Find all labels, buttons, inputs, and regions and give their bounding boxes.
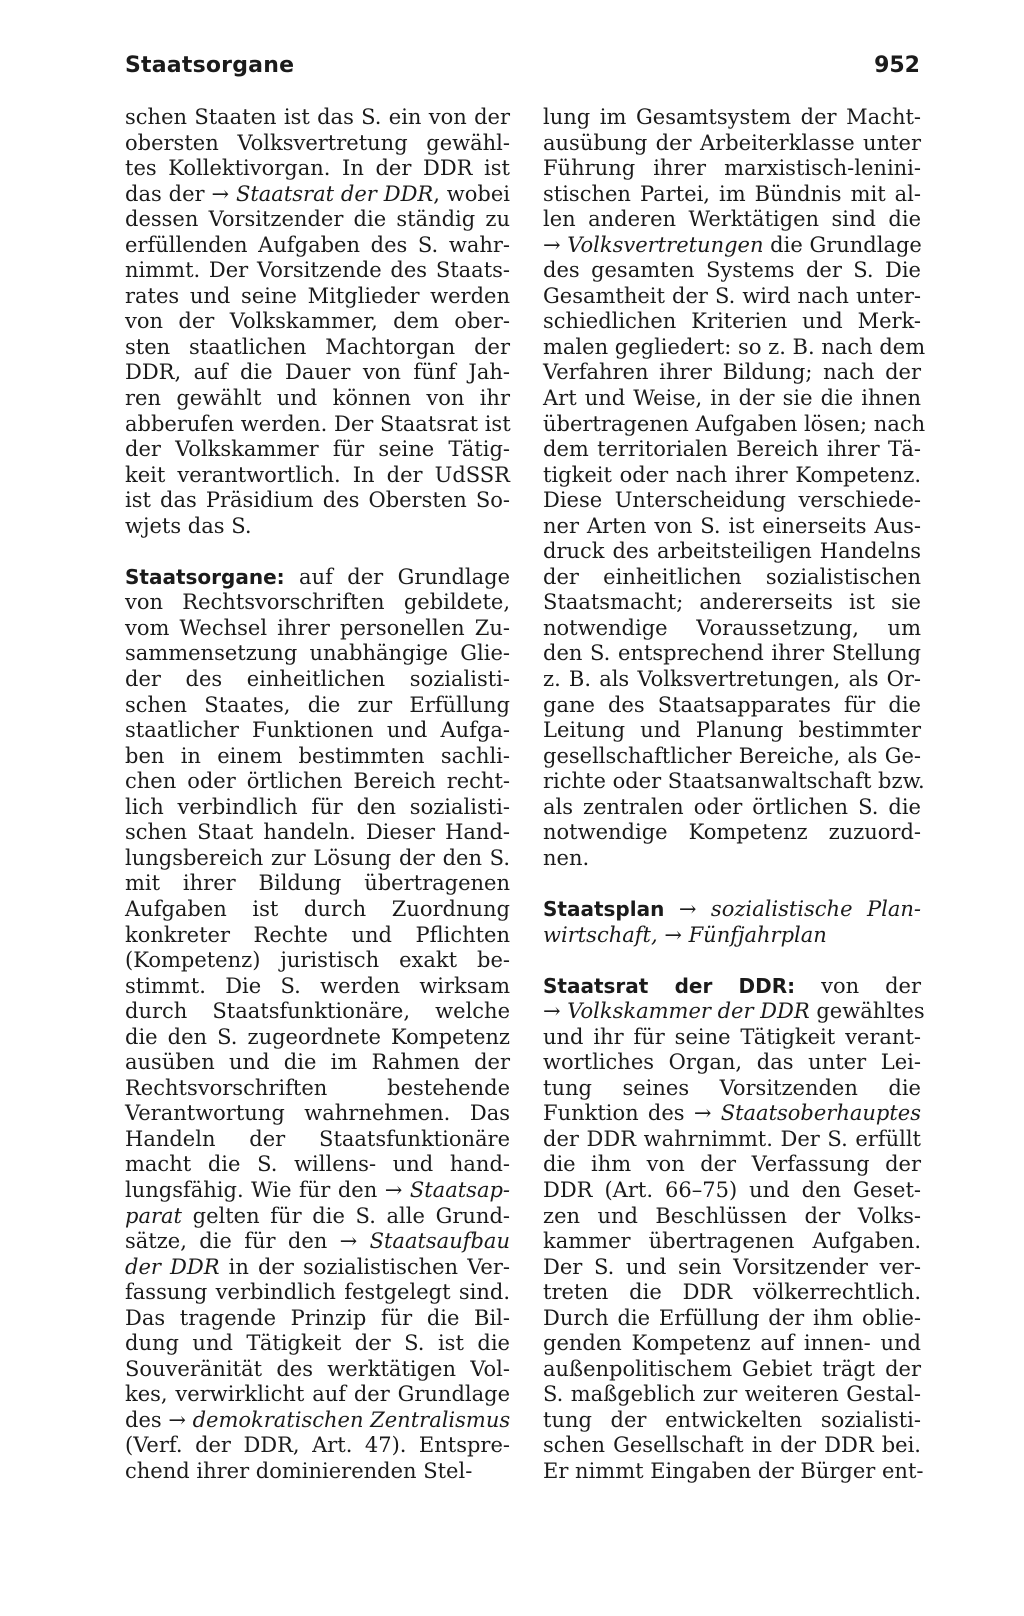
text-line bbox=[543, 897, 921, 923]
text-segment: in der sozialistischen Ver- bbox=[219, 1254, 510, 1279]
text-line bbox=[543, 667, 921, 693]
text-line bbox=[125, 156, 510, 182]
text-segment: dem territorialen Bereich ihrer Tä- bbox=[543, 437, 921, 462]
text-line bbox=[125, 207, 510, 233]
text-line bbox=[543, 1408, 921, 1434]
cross-reference: Volkskammer der DDR bbox=[567, 999, 810, 1024]
text-segment bbox=[664, 897, 679, 921]
text-segment: schen Gesellschaft in der DDR bei. bbox=[543, 1433, 921, 1458]
text-segment: Gesamtheit der S. wird nach unter- bbox=[543, 283, 921, 308]
text-line bbox=[125, 820, 510, 846]
text-line bbox=[543, 1458, 924, 1485]
text-line bbox=[125, 1255, 510, 1281]
text-line bbox=[543, 463, 921, 489]
paragraph-gap bbox=[125, 539, 510, 565]
cross-reference: parat bbox=[125, 1203, 182, 1228]
text-line bbox=[543, 923, 921, 949]
text-line bbox=[543, 258, 921, 284]
text-line bbox=[543, 769, 925, 795]
text-line bbox=[125, 1025, 510, 1051]
text-line bbox=[543, 744, 921, 770]
text-line bbox=[125, 488, 510, 514]
text-line bbox=[125, 693, 510, 719]
text-segment: Durch die Erfüllung der ihm oblie- bbox=[543, 1305, 921, 1330]
text-line bbox=[125, 1178, 510, 1204]
text-segment: schen Staates, die zur Erfüllung bbox=[125, 692, 510, 717]
text-segment: ben in einem bestimmten sachli- bbox=[125, 743, 510, 768]
text-line bbox=[125, 233, 510, 259]
text-segment: gelten für die S. alle Grund- bbox=[181, 1203, 510, 1228]
text-line bbox=[543, 386, 921, 412]
text-line bbox=[125, 514, 510, 540]
cross-reference: sozialistische Plan- bbox=[710, 896, 921, 921]
text-segment: abberufen werden. Der Staatsrat ist bbox=[125, 411, 511, 436]
text-line bbox=[543, 1050, 921, 1076]
text-line bbox=[543, 974, 921, 1000]
text-line bbox=[125, 1357, 510, 1383]
cross-reference-arrow-icon: → bbox=[384, 1177, 410, 1202]
entry-headword: Staatsrat der DDR: bbox=[543, 973, 796, 998]
cross-reference: demokratischen Zentralismus bbox=[192, 1407, 511, 1432]
text-line bbox=[543, 1433, 921, 1459]
text-segment: wjets das S. bbox=[125, 513, 252, 538]
text-line bbox=[125, 1152, 510, 1178]
text-segment: ausüben und die im Rahmen der bbox=[125, 1050, 510, 1075]
entry-headword: Staatsplan bbox=[543, 896, 665, 921]
text-line bbox=[543, 233, 921, 259]
text-segment: schiedlichen Kriterien und Merk- bbox=[543, 309, 921, 334]
text-segment: Rechtsvorschriften bestehende bbox=[125, 1075, 510, 1100]
text-line bbox=[125, 1127, 510, 1153]
text-segment: nen. bbox=[543, 845, 590, 870]
text-line bbox=[543, 539, 921, 565]
text-segment: richte oder Staatsanwaltschaft bzw. bbox=[543, 769, 925, 794]
text-segment: den S. entsprechend ihrer Stellung bbox=[543, 641, 921, 666]
text-segment: ner Arten von S. ist einerseits Aus- bbox=[543, 513, 921, 538]
text-line bbox=[543, 1152, 921, 1178]
text-line bbox=[543, 411, 926, 438]
text-line bbox=[543, 284, 921, 310]
cross-reference-arrow-icon: → bbox=[168, 1407, 193, 1432]
text-segment: , wobei bbox=[433, 181, 511, 206]
text-line bbox=[125, 1101, 510, 1127]
text-line bbox=[125, 974, 510, 1000]
cross-reference-arrow-icon: → bbox=[693, 1101, 721, 1126]
cross-reference-arrow-icon: → bbox=[339, 1229, 370, 1254]
text-segment: druck des arbeitsteiligen Handelns bbox=[543, 539, 921, 564]
text-segment: konkreter Rechte und Pflichten bbox=[125, 922, 510, 947]
text-segment: Leitung und Planung bestimmter bbox=[543, 718, 921, 743]
text-line bbox=[543, 1076, 921, 1102]
text-segment: gewähltes bbox=[809, 999, 925, 1024]
text-segment: ren gewählt und können von ihr bbox=[125, 386, 510, 411]
text-line bbox=[543, 1382, 921, 1408]
left-column bbox=[125, 105, 510, 1485]
text-segment: chen oder örtlichen Bereich recht- bbox=[125, 769, 510, 794]
text-line bbox=[125, 1433, 510, 1459]
text-line bbox=[543, 718, 921, 744]
text-line bbox=[125, 360, 510, 386]
paragraph-gap bbox=[543, 871, 921, 897]
text-segment: stischen Partei, im Bündnis mit al- bbox=[543, 181, 921, 206]
text-segment: außenpolitischem Gebiet trägt der bbox=[543, 1356, 921, 1381]
text-segment: tigkeit oder nach ihrer Kompetenz. bbox=[543, 462, 921, 487]
text-line bbox=[543, 693, 921, 719]
text-segment: treten die DDR völkerrechtlich. bbox=[543, 1280, 921, 1305]
text-segment: keit verantwortlich. In der UdSSR bbox=[125, 462, 510, 487]
text-line bbox=[543, 437, 921, 463]
text-segment: stimmt. Die S. werden wirksam bbox=[125, 973, 510, 998]
text-line bbox=[543, 182, 921, 208]
cross-reference: Staatsoberhauptes bbox=[720, 1101, 921, 1126]
text-segment: von Rechtsvorschriften gebildete, bbox=[125, 590, 510, 615]
text-segment: nimmt. Der Vorsitzende des Staats- bbox=[125, 258, 510, 283]
text-segment: dung und Tätigkeit der S. ist die bbox=[125, 1331, 510, 1356]
text-segment: als zentralen oder örtlichen S. die bbox=[543, 794, 921, 819]
text-line bbox=[125, 182, 510, 208]
text-line bbox=[543, 1178, 921, 1204]
text-line bbox=[543, 156, 921, 182]
page-number: 952 bbox=[874, 53, 920, 78]
text-line bbox=[125, 616, 510, 642]
text-line bbox=[125, 258, 510, 284]
text-line bbox=[543, 360, 921, 386]
text-line bbox=[543, 1331, 921, 1357]
text-segment: ausübung der Arbeiterklasse unter bbox=[543, 130, 921, 155]
text-segment: erfüllenden Aufgaben des S. wahr- bbox=[125, 232, 510, 257]
text-line bbox=[543, 1025, 921, 1051]
text-line bbox=[125, 1331, 510, 1357]
text-segment: des bbox=[125, 1407, 169, 1432]
text-segment: von der bbox=[795, 973, 921, 998]
entry-headword: Staatsorgane: bbox=[125, 564, 285, 589]
text-segment: von der Volkskammer, dem ober- bbox=[125, 309, 510, 334]
text-segment: notwendige Voraussetzung, um bbox=[543, 615, 921, 640]
text-segment: dessen Vorsitzender die ständig zu bbox=[125, 207, 510, 232]
text-line bbox=[543, 105, 921, 131]
cross-reference-arrow-icon: → bbox=[543, 232, 568, 257]
text-line bbox=[543, 795, 921, 821]
text-line bbox=[543, 1229, 921, 1255]
text-segment: DDR (Art. 66–75) und den Geset- bbox=[543, 1177, 921, 1202]
text-segment: len anderen Werktätigen sind die bbox=[543, 207, 921, 232]
text-segment: das der bbox=[125, 181, 212, 206]
text-line bbox=[125, 667, 510, 693]
text-segment: auf der Grundlage bbox=[284, 564, 510, 589]
cross-reference: wirtschaft, bbox=[543, 922, 665, 947]
text-segment: des gesamten Systems der S. Die bbox=[543, 258, 921, 283]
text-segment: kes, verwirklicht auf der Grundlage bbox=[125, 1382, 510, 1407]
text-segment: tung der entwickelten sozialisti- bbox=[543, 1407, 921, 1432]
text-line bbox=[125, 1280, 510, 1306]
cross-reference: Fünfjahrplan bbox=[688, 922, 827, 947]
text-line bbox=[543, 1204, 921, 1230]
text-segment: und ihr für seine Tätigkeit verant- bbox=[543, 1024, 921, 1049]
text-segment: der Volkskammer für seine Tätig- bbox=[125, 437, 510, 462]
text-segment: Das tragende Prinzip für die Bil- bbox=[125, 1305, 510, 1330]
text-segment: notwendige Kompetenz zuzuord- bbox=[543, 820, 921, 845]
text-line bbox=[543, 1127, 921, 1153]
text-segment: Verfahren ihrer Bildung; nach der bbox=[543, 360, 921, 385]
text-line bbox=[543, 616, 921, 642]
text-segment: Aufgaben ist durch Zuordnung bbox=[125, 896, 510, 921]
text-line bbox=[125, 1459, 510, 1485]
text-segment: lungsbereich zur Lösung der den S. bbox=[125, 845, 510, 870]
text-segment: vom Wechsel ihrer personellen Zu- bbox=[125, 615, 510, 640]
right-column bbox=[543, 105, 926, 1485]
text-line bbox=[543, 846, 921, 872]
cross-reference: Volksvertretungen bbox=[567, 232, 764, 257]
text-segment: der DDR wahrnimmt. Der S. erfüllt bbox=[543, 1126, 921, 1151]
text-line bbox=[543, 207, 921, 233]
text-line bbox=[125, 1229, 510, 1255]
text-segment: schen Staaten ist das S. ein von der bbox=[125, 105, 510, 129]
text-segment: S. maßgeblich zur weiteren Gestal- bbox=[543, 1382, 921, 1407]
cross-reference-arrow-icon: → bbox=[678, 896, 711, 921]
text-line bbox=[543, 488, 921, 514]
text-segment: lung im Gesamtsystem der Macht- bbox=[543, 105, 921, 129]
text-line bbox=[543, 999, 925, 1025]
text-line bbox=[543, 334, 926, 361]
text-line bbox=[125, 437, 510, 463]
text-segment: Funktion des bbox=[543, 1101, 694, 1126]
text-line bbox=[125, 565, 510, 591]
cross-reference-arrow-icon: → bbox=[543, 999, 568, 1024]
text-line bbox=[543, 514, 921, 540]
running-head: Staatsorgane bbox=[125, 53, 295, 78]
text-segment: sätze, die für den bbox=[125, 1229, 340, 1254]
text-line bbox=[125, 1050, 510, 1076]
cross-reference-arrow-icon: → bbox=[664, 922, 689, 947]
text-line bbox=[125, 1408, 510, 1434]
text-segment: Er nimmt Eingaben der Bürger ent- bbox=[543, 1458, 924, 1483]
text-line bbox=[125, 463, 510, 489]
text-line bbox=[543, 641, 921, 667]
text-segment: gesellschaftlicher Bereiche, als Ge- bbox=[543, 743, 921, 768]
text-segment: gane des Staatsapparates für die bbox=[543, 692, 921, 717]
text-segment: wortliches Organ, das unter Lei- bbox=[543, 1050, 921, 1075]
text-line bbox=[125, 897, 510, 923]
text-line bbox=[125, 999, 510, 1025]
text-segment: die ihm von der Verfassung der bbox=[543, 1152, 921, 1177]
cross-reference: Staatsrat der DDR bbox=[235, 181, 434, 206]
paragraph-gap bbox=[543, 948, 921, 974]
text-segment: sten staatlichen Machtorgan der bbox=[125, 334, 510, 359]
text-line bbox=[125, 744, 510, 770]
text-segment: staatlicher Funktionen und Aufga- bbox=[125, 718, 510, 743]
text-segment: übertragenen Aufgaben lösen; nach bbox=[543, 411, 926, 436]
text-line bbox=[125, 590, 510, 616]
text-line bbox=[125, 871, 510, 897]
text-line bbox=[125, 412, 510, 438]
text-line bbox=[543, 1101, 921, 1127]
page-header bbox=[125, 53, 920, 89]
text-line bbox=[125, 846, 510, 872]
cross-reference: der DDR bbox=[125, 1254, 220, 1279]
text-line bbox=[543, 565, 921, 591]
text-segment: sammensetzung unabhängige Glie- bbox=[125, 641, 510, 666]
text-segment: Führung ihrer marxistisch-lenini- bbox=[543, 156, 921, 181]
text-segment: ist das Präsidium des Obersten So- bbox=[125, 488, 510, 513]
text-segment: chend ihrer dominierenden Stel- bbox=[125, 1458, 473, 1483]
text-line bbox=[125, 641, 510, 667]
cross-reference: Staatsap- bbox=[409, 1177, 510, 1202]
text-line bbox=[125, 1382, 510, 1408]
cross-reference: Staatsaufbau bbox=[369, 1229, 510, 1254]
text-line bbox=[125, 386, 510, 412]
text-line bbox=[543, 309, 921, 335]
text-segment: die den S. zugeordnete Kompetenz bbox=[125, 1024, 510, 1049]
text-segment: mit ihrer Bildung übertragenen bbox=[125, 871, 510, 896]
text-segment: Handeln der Staatsfunktionäre bbox=[125, 1126, 510, 1151]
text-line bbox=[125, 769, 510, 795]
text-line bbox=[125, 1306, 510, 1332]
text-segment: der des einheitlichen sozialisti- bbox=[125, 667, 510, 692]
text-line bbox=[543, 1357, 921, 1383]
text-segment: Art und Weise, in der sie die ihnen bbox=[543, 386, 921, 411]
text-segment: (Kompetenz) juristisch exakt be- bbox=[125, 948, 510, 973]
text-line bbox=[125, 1076, 510, 1102]
text-line bbox=[125, 1204, 510, 1230]
text-line bbox=[125, 335, 510, 361]
text-segment: Souveränität des werktätigen Vol- bbox=[125, 1356, 510, 1381]
text-line bbox=[125, 284, 510, 310]
cross-reference-arrow-icon: → bbox=[211, 181, 236, 206]
text-segment: kammer übertragenen Aufgaben. bbox=[543, 1229, 921, 1254]
text-line bbox=[543, 1280, 921, 1306]
text-segment: tes Kollektivorgan. In der DDR ist bbox=[125, 156, 510, 181]
text-segment: die Grundlage bbox=[763, 232, 922, 257]
text-line bbox=[125, 718, 510, 744]
text-line bbox=[543, 590, 921, 616]
text-segment: genden Kompetenz auf innen- und bbox=[543, 1331, 921, 1356]
text-line bbox=[125, 795, 510, 821]
text-segment: lich verbindlich für den sozialisti- bbox=[125, 794, 510, 819]
text-segment: Verantwortung wahrnehmen. Das bbox=[125, 1101, 510, 1126]
text-segment: rates und seine Mitglieder werden bbox=[125, 283, 510, 308]
text-segment: zen und Beschlüssen der Volks- bbox=[543, 1203, 921, 1228]
text-line bbox=[543, 1306, 921, 1332]
text-line bbox=[543, 1255, 921, 1281]
text-line bbox=[543, 131, 921, 157]
text-segment: durch Staatsfunktionäre, welche bbox=[125, 999, 510, 1024]
text-line bbox=[125, 923, 510, 949]
text-segment: Staatsmacht; andererseits ist sie bbox=[543, 590, 921, 615]
text-line bbox=[125, 948, 510, 974]
text-segment: Diese Unterscheidung verschiede- bbox=[543, 488, 921, 513]
text-segment: macht die S. willens- und hand- bbox=[125, 1152, 510, 1177]
text-segment: lungsfähig. Wie für den bbox=[125, 1177, 385, 1202]
text-segment: z. B. als Volksvertretungen, als Or- bbox=[543, 667, 921, 692]
text-line bbox=[543, 820, 921, 846]
text-segment: der einheitlichen sozialistischen bbox=[543, 564, 921, 589]
text-segment: Der S. und sein Vorsitzender ver- bbox=[543, 1254, 921, 1279]
text-line bbox=[125, 105, 510, 131]
text-segment: malen gegliedert: so z. B. nach dem bbox=[543, 334, 926, 359]
text-segment: obersten Volksvertretung gewähl- bbox=[125, 130, 510, 155]
text-line bbox=[125, 309, 510, 335]
text-segment: DDR, auf die Dauer von fünf Jah- bbox=[125, 360, 510, 385]
text-segment: (Verf. der DDR, Art. 47). Entspre- bbox=[125, 1433, 510, 1458]
text-line bbox=[125, 131, 510, 157]
text-segment: tung seines Vorsitzenden die bbox=[543, 1075, 921, 1100]
text-segment: fassung verbindlich festgelegt sind. bbox=[125, 1280, 510, 1305]
text-segment: schen Staat handeln. Dieser Hand- bbox=[125, 820, 510, 845]
